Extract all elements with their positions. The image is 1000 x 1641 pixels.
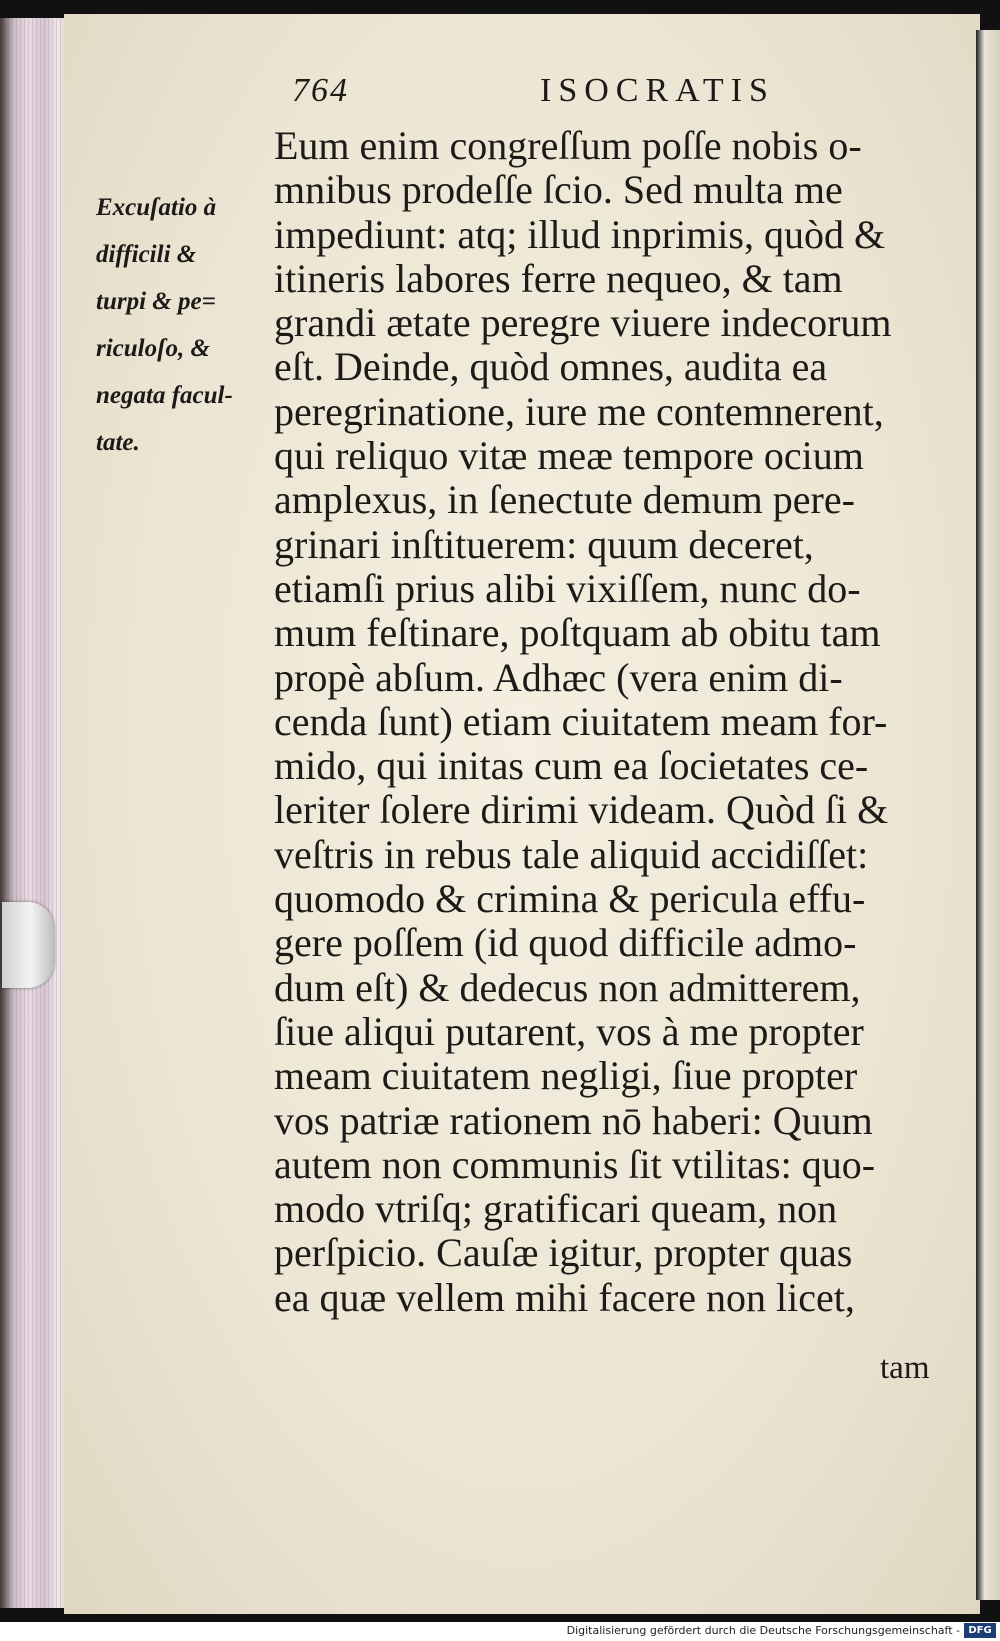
catchword: tam	[880, 1350, 930, 1386]
text-line: eſt. Deinde, quòd omnes, audita ea	[274, 344, 828, 390]
funding-credit: Digitalisierung gefördert durch die Deutsche Forschungsgemeinschaft -	[566, 1624, 960, 1637]
text-line: mnibus prodeſſe ſcio. Sed multa me	[274, 167, 843, 213]
text-line: itineris labores ferre nequeo, & tam	[274, 255, 843, 301]
text-line: modo vtriſq; gratificari queam, non	[274, 1186, 838, 1232]
text-line: Eum enim congreſſum poſſe nobis o-	[274, 123, 862, 168]
page-header	[0, 72, 1000, 122]
text-line: qui reliquo vitæ meæ tempore ocium	[274, 433, 864, 479]
margin-note-line: riculoſo, &	[96, 335, 210, 362]
text-line: etiamſi prius alibi vixiſſem, nunc do-	[274, 565, 861, 611]
margin-note	[96, 184, 266, 466]
text-line: mido, qui initas cum ea ſocietates ce-	[274, 743, 869, 789]
text-line: amplexus, in ſenectute demum pere-	[274, 477, 855, 523]
text-line: vos patriæ rationem nō haberi: Quum	[274, 1097, 873, 1143]
dfg-logo: DFG	[964, 1623, 996, 1638]
text-line: dum eſt) & dedecus non admitterem,	[274, 964, 861, 1010]
text-line: peregrinatione, iure me contemnerent,	[274, 388, 884, 434]
margin-note-line: Excuſatio à	[96, 194, 217, 221]
running-head: ISOCRATIS	[540, 72, 775, 109]
page-fore-edge	[0, 18, 72, 1608]
page-number: 764	[292, 72, 349, 109]
text-line: ſiue aliqui putarent, vos à me propter	[274, 1008, 864, 1054]
text-line: quomodo & crimina & pericula effu-	[274, 876, 866, 922]
footer-bar	[0, 1622, 1000, 1641]
text-line: gere poſſem (id quod difficile admo-	[274, 920, 857, 966]
text-line: meam ciuitatem negligi, ſiue propter	[274, 1053, 858, 1099]
book-gutter	[976, 30, 1000, 1600]
text-line: ea quæ vellem mihi facere non licet,	[274, 1274, 855, 1320]
text-line: autem non communis ſit vtilitas: quo-	[274, 1141, 876, 1187]
body-text	[274, 124, 964, 1320]
margin-note-line: negata facul-	[96, 382, 233, 409]
margin-note-line: difficili &	[96, 241, 197, 268]
text-line: mum feſtinare, poſtquam ab obitu tam	[274, 610, 881, 656]
text-line: grinari inſtituerem: quum deceret,	[274, 521, 814, 567]
book-clip	[2, 902, 54, 988]
margin-note-line: tate.	[96, 429, 140, 456]
text-line: veſtris in rebus tale aliquid accidiſſet:	[274, 831, 869, 877]
text-line: cenda ſunt) etiam ciuitatem meam for-	[274, 698, 888, 744]
text-line: impediunt: atq; illud inprimis, quòd &	[274, 211, 886, 257]
margin-note-line: turpi & pe=	[96, 288, 216, 315]
text-line: grandi ætate peregre viuere indecorum	[274, 300, 892, 346]
text-line: perſpicio. Cauſæ igitur, propter quas	[274, 1230, 853, 1276]
text-line: leriter ſolere dirimi videam. Quòd ſi &	[274, 787, 889, 833]
text-line: propè abſum. Adhæc (vera enim di-	[274, 654, 843, 700]
